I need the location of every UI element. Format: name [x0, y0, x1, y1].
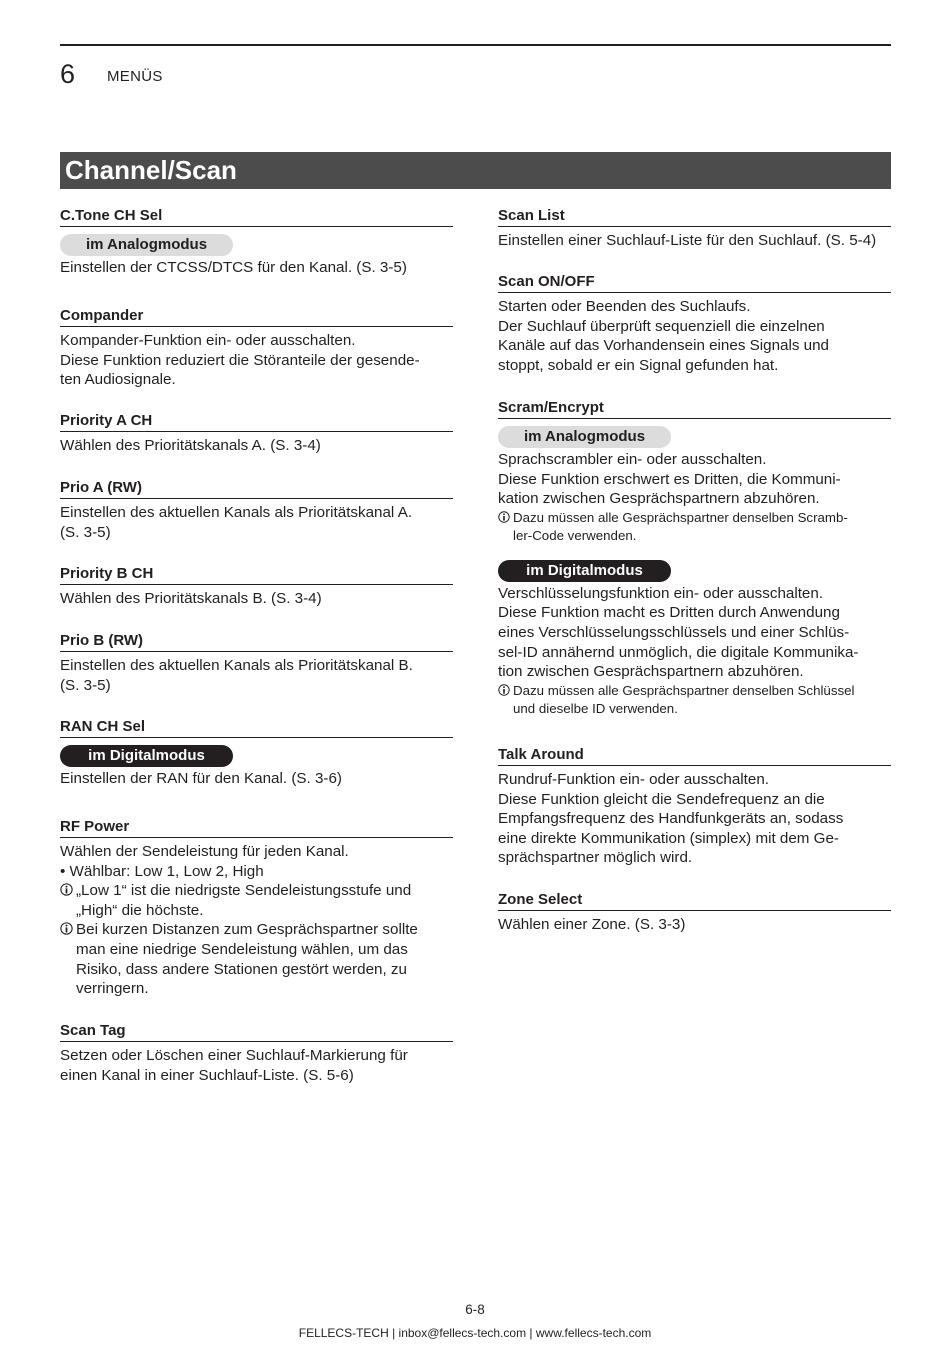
menu-entry-scan-onoff — [498, 273, 891, 375]
body-text-line: Verschlüsselungsfunktion ein- oder ausschalten. — [498, 584, 824, 602]
menu-entry-scan-tag — [60, 1022, 453, 1085]
body-text-line: Einstellen des aktuellen Kanals als Prioritätskanal A. — [60, 504, 413, 521]
menu-entry-title: Prio B (RW) — [60, 632, 453, 652]
menu-entry-priority-a-ch — [60, 412, 453, 456]
note-line — [60, 940, 453, 960]
body-text-line: Starten oder Beenden des Suchlaufs. — [498, 298, 751, 315]
note-text: Dazu müssen alle Gesprächspartner denselben Schlüssel — [513, 682, 855, 698]
info-circle-icon — [60, 883, 73, 896]
body-text-line: Diese Funktion erschwert es Dritten, die Kommuni- — [498, 470, 841, 488]
body-text-line: Wählen der Sendeleistung für jeden Kanal. — [60, 843, 349, 860]
body-text-line: Kompander-Funktion ein- oder ausschalten. — [60, 332, 356, 349]
menu-entry-ran-ch-sel — [60, 718, 453, 789]
note-line — [498, 527, 891, 545]
note-line — [60, 920, 453, 940]
note-icon-slot — [60, 979, 76, 999]
body-text-line: Empfangsfrequenz des Handfunkgeräts an, sodass — [498, 810, 844, 828]
info-circle-icon — [498, 511, 510, 523]
note-line — [60, 881, 453, 901]
page-number: 6-8 — [465, 1302, 485, 1317]
note-line — [498, 682, 891, 700]
note-icon-slot — [498, 527, 513, 545]
digital-mode-badge: im Digitalmodus — [498, 560, 671, 582]
body-text-line: (S. 3-5) — [60, 676, 111, 694]
menu-entry-title: Scram/Encrypt — [498, 399, 891, 419]
note-text: Bei kurzen Distanzen zum Gesprächspartner sollte — [76, 921, 418, 939]
body-text-line: einen Kanal in einer Suchlauf-Liste. (S. 5-6) — [60, 1066, 354, 1084]
menu-entry-scan-list — [498, 207, 891, 251]
body-text-line: ten Audiosignale. — [60, 371, 176, 389]
body-text-line: Kanäle auf das Vorhandensein eines Signals und — [498, 337, 830, 355]
menu-entry-title: Zone Select — [498, 891, 891, 911]
body-text-line: Wählen einer Zone. (S. 3-3) — [498, 916, 686, 933]
info-circle-icon — [498, 684, 510, 696]
note-line — [60, 979, 453, 999]
menu-entry-title: RAN CH Sel — [60, 718, 453, 738]
body-text-line: Einstellen der CTCSS/DTCS für den Kanal. (S. 3-5) — [60, 259, 407, 276]
note-icon-slot — [60, 940, 76, 960]
note-text: und dieselbe ID verwenden. — [513, 700, 678, 716]
menu-entry-ctone — [60, 207, 453, 278]
note-icon-slot — [60, 881, 76, 901]
menu-entry-title: Prio A (RW) — [60, 479, 453, 499]
body-text-line: eine direkte Kommunikation (simplex) mit dem Ge- — [498, 829, 839, 847]
info-circle-icon — [60, 922, 73, 935]
menu-entry-title: C.Tone CH Sel — [60, 207, 453, 227]
body-text-line: Diese Funktion macht es Dritten durch Anwendung — [498, 604, 840, 622]
body-text-line: sel-ID annähernd unmöglich, die digitale Kommunika- — [498, 643, 859, 661]
chapter-title: MENÜS — [107, 68, 163, 85]
menu-entry-title: RF Power — [60, 818, 453, 838]
note-line — [60, 901, 453, 921]
note-icon-slot — [498, 682, 513, 700]
body-text-line: Sprachscrambler ein- oder ausschalten. — [498, 451, 767, 468]
menu-entry-title: Priority A CH — [60, 412, 453, 432]
note-icon-slot — [60, 960, 76, 980]
note-line — [498, 700, 891, 718]
body-text-line: Diese Funktion reduziert die Störanteile der gesende- — [60, 351, 420, 369]
body-text-line: (S. 3-5) — [60, 523, 111, 541]
body-text-line: Wählen des Prioritätskanals A. (S. 3-4) — [60, 437, 321, 454]
menu-entry-scram-encrypt — [498, 399, 891, 718]
menu-entry-prio-a-rw — [60, 479, 453, 542]
body-text-line: eines Verschlüsselungsschlüssels und einer Schlüs- — [498, 623, 850, 641]
footer-contact: FELLECS-TECH | inbox@fellecs-tech.com | www.fellecs-tech.com — [298, 1326, 652, 1340]
menu-entry-title: Priority B CH — [60, 565, 453, 585]
note-icon-slot — [60, 901, 76, 921]
section-title: Channel/Scan — [60, 152, 891, 189]
note-line — [60, 960, 453, 980]
body-text-line: sprächspartner möglich wird. — [498, 849, 693, 867]
body-text-line: Einstellen des aktuellen Kanals als Prioritätskanal B. — [60, 657, 413, 674]
menu-entry-rf-power — [60, 818, 453, 999]
note-text: ler-Code verwenden. — [513, 527, 637, 543]
body-text-line: • Wählbar: Low 1, Low 2, High — [60, 862, 264, 880]
note-icon-slot — [498, 509, 513, 527]
header-rule — [60, 44, 891, 46]
note-text: Risiko, dass andere Stationen gestört werden, zu — [76, 960, 407, 978]
body-text-line: Der Suchlauf überprüft sequenziell die einzelnen — [498, 317, 825, 335]
body-text-line: Diese Funktion gleicht die Sendefrequenz an die — [498, 790, 825, 808]
menu-entry-compander — [60, 307, 453, 390]
note-text: man eine niedrige Sendeleistung wählen, um das — [76, 940, 408, 958]
digital-mode-badge: im Digitalmodus — [60, 745, 233, 767]
menu-entry-title: Scan List — [498, 207, 891, 227]
body-text-line: Einstellen der RAN für den Kanal. (S. 3-6) — [60, 770, 342, 787]
body-text-line: stoppt, sobald er ein Signal gefunden hat. — [498, 356, 779, 374]
note-line — [498, 509, 891, 527]
menu-entry-talk-around — [498, 746, 891, 868]
note-text: „High“ die höchste. — [76, 901, 204, 919]
body-text-line: Setzen oder Löschen einer Suchlauf-Markierung für — [60, 1047, 408, 1064]
menu-entry-priority-b-ch — [60, 565, 453, 609]
analog-mode-badge: im Analogmodus — [60, 234, 233, 256]
note-icon-slot — [60, 920, 76, 940]
body-text-line: tion zwischen Gesprächspartnern abzuhören. — [498, 663, 804, 681]
menu-entry-title: Scan Tag — [60, 1022, 453, 1042]
spacer — [498, 545, 891, 557]
analog-mode-badge: im Analogmodus — [498, 426, 671, 448]
body-text-line: Rundruf-Funktion ein- oder ausschalten. — [498, 771, 769, 788]
menu-entry-title: Compander — [60, 307, 453, 327]
note-text: verringern. — [76, 980, 149, 998]
note-icon-slot — [498, 700, 513, 718]
menu-entry-prio-b-rw — [60, 632, 453, 695]
menu-entry-title: Scan ON/OFF — [498, 273, 891, 293]
body-text-line: kation zwischen Gesprächspartnern abzuhören. — [498, 490, 820, 508]
note-text: „Low 1“ ist die niedrigste Sendeleistungsstufe und — [76, 882, 412, 900]
body-text-line: Einstellen einer Suchlauf-Liste für den Suchlauf. (S. 5-4) — [498, 232, 877, 249]
menu-entry-title: Talk Around — [498, 746, 891, 766]
menu-entry-zone-select — [498, 891, 891, 935]
body-text-line: Wählen des Prioritätskanals B. (S. 3-4) — [60, 590, 322, 607]
chapter-number: 6 — [60, 59, 76, 89]
note-text: Dazu müssen alle Gesprächspartner denselben Scramb- — [513, 509, 848, 525]
